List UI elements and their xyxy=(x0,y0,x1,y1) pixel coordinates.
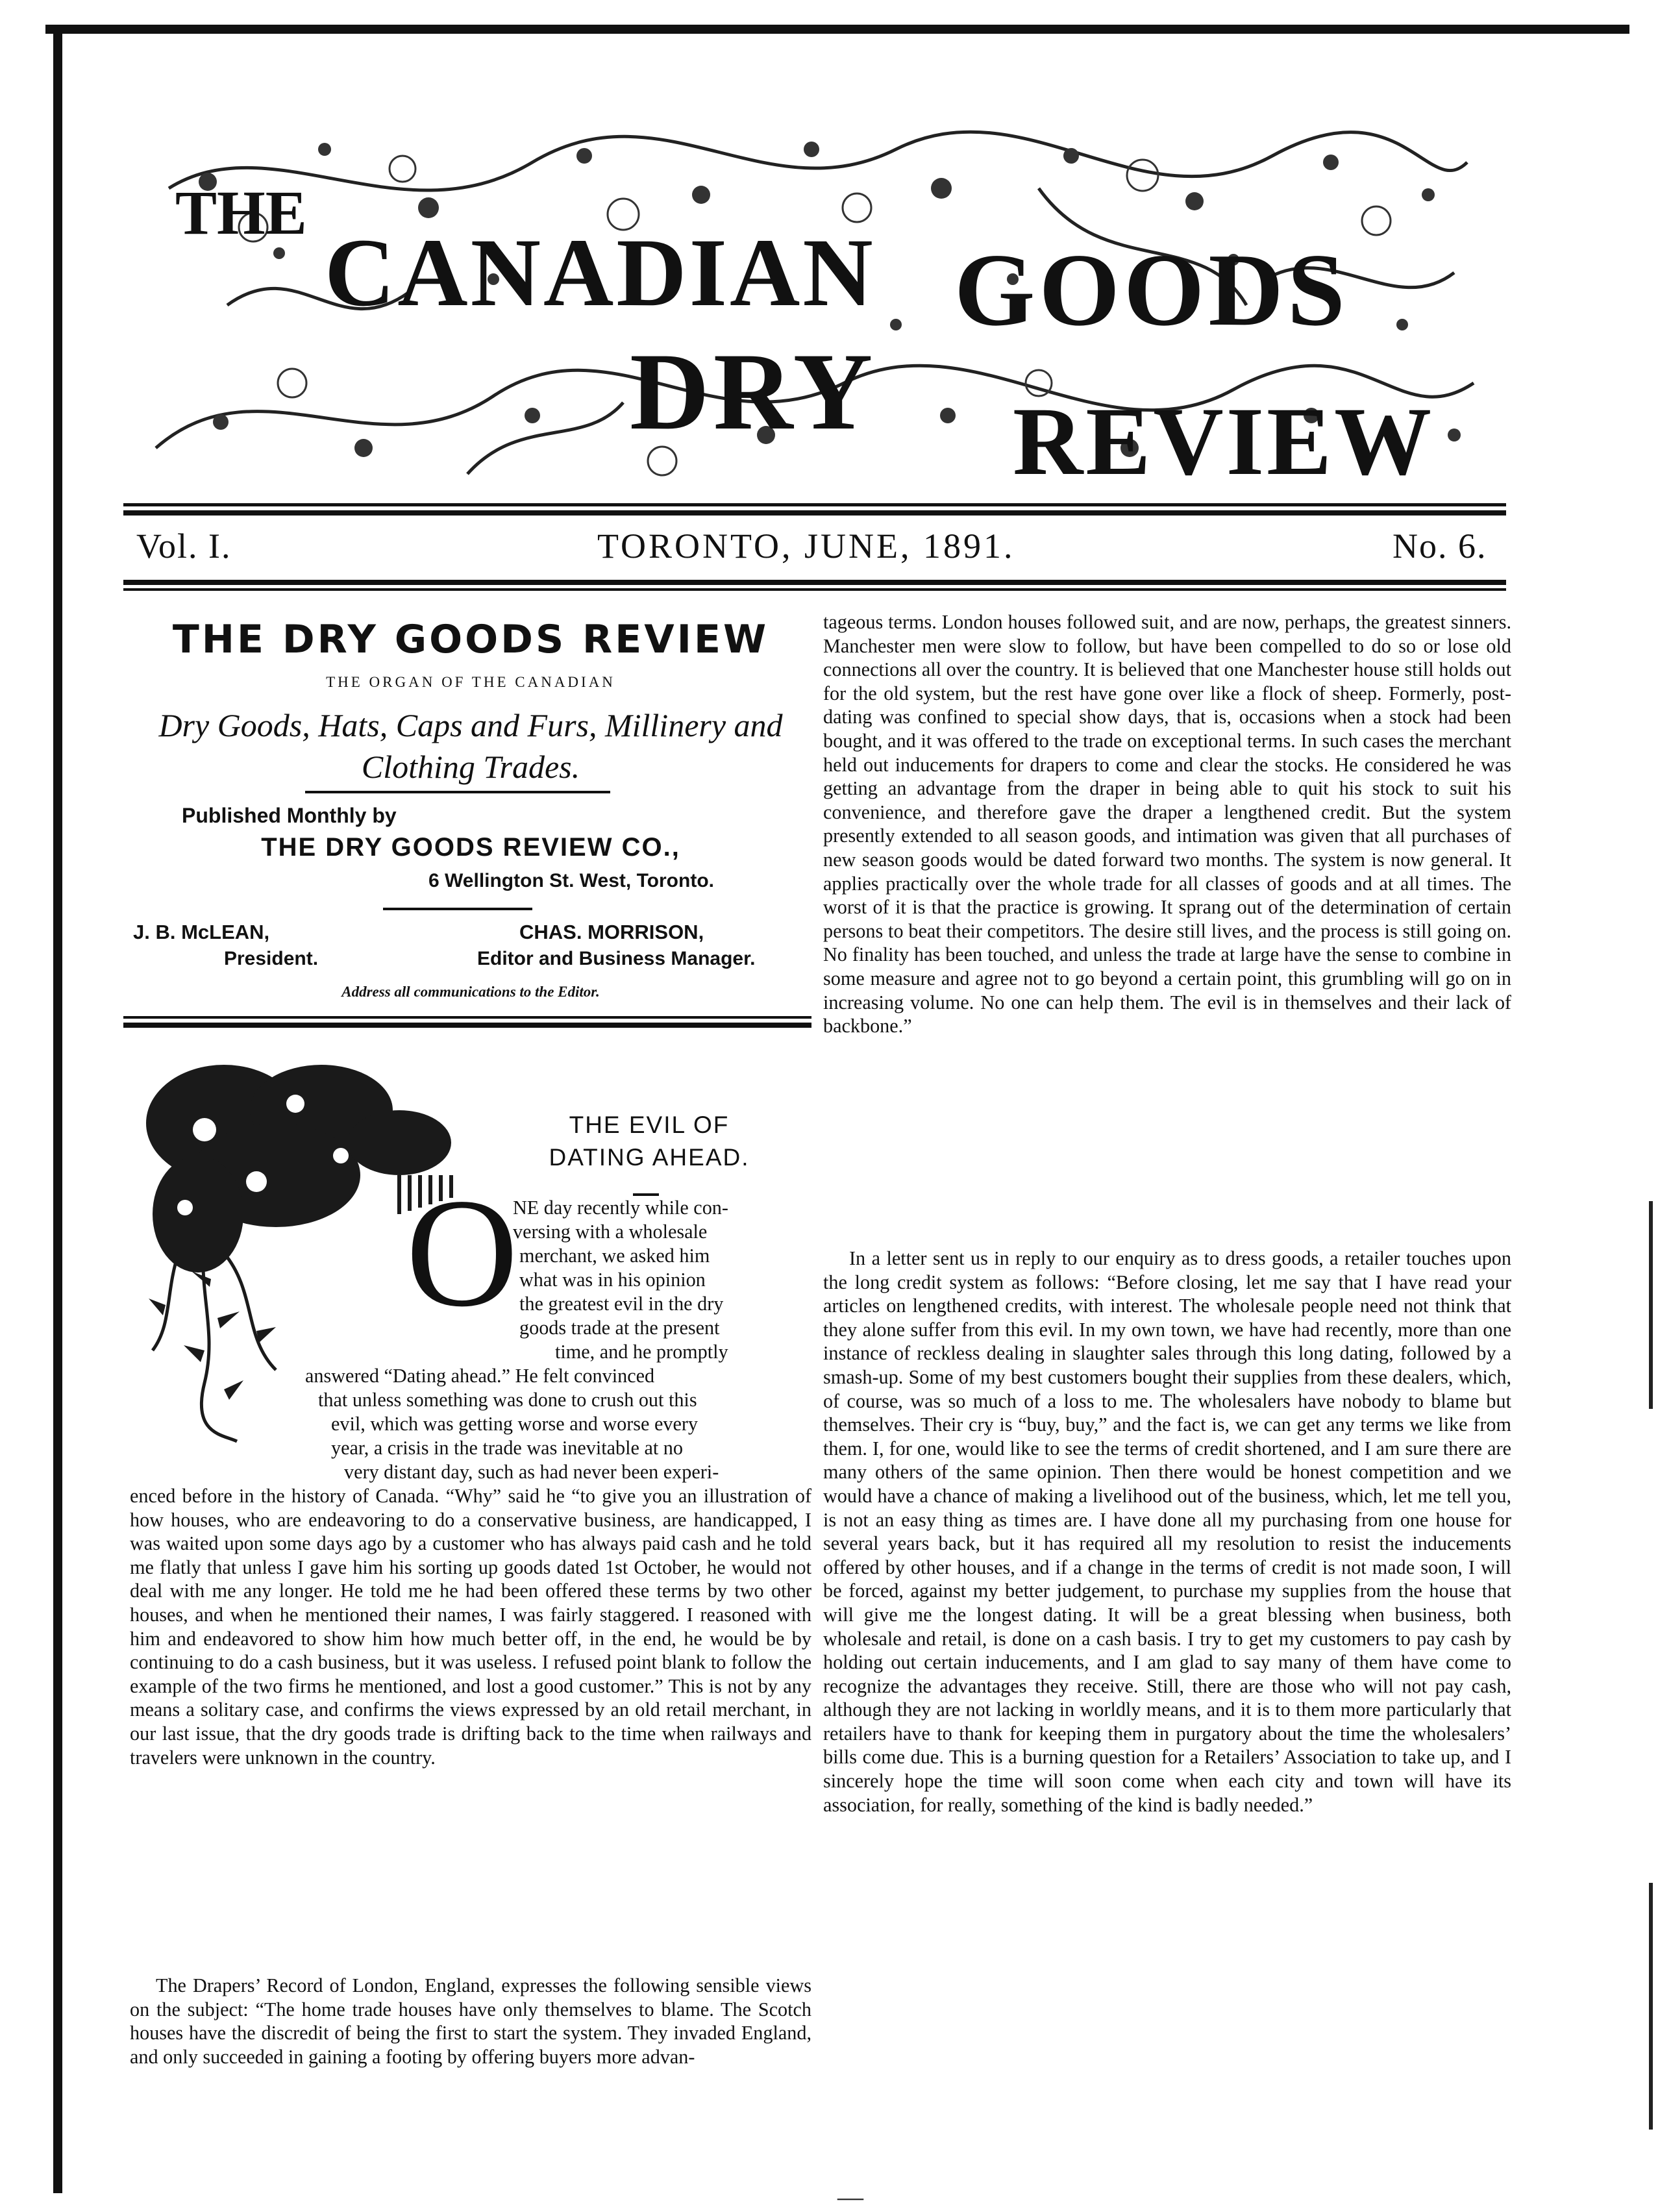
article-line: versing with a wholesale xyxy=(513,1221,708,1243)
volume-label: Vol. I. xyxy=(136,527,232,565)
issue-rule-thick xyxy=(123,580,1506,585)
masthead-rule-thick xyxy=(123,510,1506,516)
header-box-rule-thin xyxy=(123,1016,811,1019)
president-name: J. B. McLEAN, xyxy=(133,921,270,943)
article-line: evil, which was getting worse and worse every xyxy=(331,1413,699,1435)
header-box-rule-thick xyxy=(123,1023,811,1028)
article-heading-line-1: THE EVIL OF xyxy=(569,1112,730,1138)
article-line: answered “Dating ahead.” He felt convinced xyxy=(305,1365,655,1387)
masthead-rule-thin xyxy=(123,503,1506,506)
article-line: very distant day, such as had never been experi- xyxy=(344,1461,719,1483)
article-line: NE day recently while con- xyxy=(513,1197,728,1219)
article-line: merchant, we asked him xyxy=(519,1245,710,1267)
header-divider xyxy=(305,791,610,793)
article-line: what was in his opinion xyxy=(519,1269,706,1291)
masthead xyxy=(130,110,1493,500)
masthead-the: THE xyxy=(175,178,307,247)
publisher-address: 6 Wellington St. West, Toronto. xyxy=(428,870,714,891)
masthead-artwork xyxy=(130,110,1493,500)
editor-title: Editor and Business Manager. xyxy=(477,948,756,969)
paper-title: THE DRY GOODS REVIEW xyxy=(172,617,769,662)
publisher-name: THE DRY GOODS REVIEW CO., xyxy=(261,833,680,862)
trades-line: Dry Goods, Hats, Caps and Furs, Millinery and Clothing Trades. xyxy=(158,707,783,785)
published-by-label: Published Monthly by xyxy=(182,804,397,827)
address-note: Address all communications to the Editor. xyxy=(341,984,600,1000)
article-line: goods trade at the present xyxy=(519,1317,720,1339)
issue-rule-thin xyxy=(123,588,1506,591)
article-line: time, and he promptly xyxy=(555,1341,728,1363)
editor-name: CHAS. MORRISON, xyxy=(519,921,704,943)
masthead-dry: DRY xyxy=(630,330,877,453)
article-line: the greatest evil in the dry xyxy=(519,1293,724,1315)
article-paragraph-1: enced before in the history of Canada. “Why” said he “to give you an illustration of how houses, who are endeavoring to do a conservative business, are handicapped, I was waited upon some days ago by a customer who has always paid cash and he told me flatly that unless I gave him his sorting up goods dated 1st October, he would not deal with me any longer. He told me he had been offered these terms by two other houses, and when he mentioned their names, I was fairly staggered. I reasoned with him and endeavored to show him how much better off, in the end, he would be by continuing to do a cash business, but it was useless. I refused point blank to follow the example of the two firms he mentioned, and lost a good customer.” This is not by any means a solitary case, and confirms the views expressed by an old retail merchant, in our last issue, that the dry goods trade is drifting back to the time when railways and travelers were unknown in the country. xyxy=(130,1485,811,1769)
article-paragraph-2: The Drapers’ Record of London, England, expresses the following sensible views on the subject: “The home trade houses have only themselves to blame. The Scotch houses have the discredit of being the first to start the system. They invaded England, and only succeeded in gaining a footing by offering buyers more advan- xyxy=(130,1974,811,2068)
organ-line: THE ORGAN OF THE CANADIAN xyxy=(326,674,615,690)
article-heading xyxy=(506,1109,792,1174)
president-title: President. xyxy=(224,948,319,969)
page-border-left xyxy=(53,25,62,2193)
article-paragraph-4: In a letter sent us in reply to our enquiry as to dress goods, a retailer touches upon the long credit system as follows: “Before closing, let me say that I have read your articles on lengthened credits, with interest. The wholesale people need not think that they alone suffer from this evil. In my own town, we have had recently, more than one instance of reckless dealing in slaughter sales through this long dating, followed by a smash-up. Some of my best customers bought their supplies from these dealers, which, of course, was so much of a loss to me. The wholesalers have nobody to blame but themselves. Their cry is “buy, buy,” and the fact is, we can get any terms we like from them. I, for one, would like to see the terms of credit shortened, and I am sure there are many others of the same opinion. Then there would be honest competition and we would have a chance of making a livelihood out of the business, which, let me tell you, is not an easy thing as times are. I have done all my purchasing from one house for several years back, but it has required all my resolution to resist the inducements offered by other houses, and if a change in the terms of credit is not made soon, I will be forced, against my better judgement, to purchase my supplies from the house that will give me the longest dating. It will be a great blessing when business, both wholesale and retail, is done on a cash basis. I try to get my customers to pay cash by holding out certain inducements, and I am glad to say many of them have come to recognize the advantages they receive. Still, there are those who will not pay cash, although they are not lacking in worldly means, and it is to them more particularly that retailers have to thank for keeping them in purgatory about the time the wholesalers’ bills come due. This is a burning question for a Retailers’ Association to take up, and I sincerely hope the time will soon come when each city and town will have its association, for really, something of the kind is badly needed.” xyxy=(823,1247,1511,1816)
page-edge-mark xyxy=(1649,1883,1653,2130)
masthead-goods: GOODS xyxy=(954,232,1349,347)
issue-number-label: No. 6. xyxy=(1393,527,1487,565)
masthead-review: REVIEW xyxy=(1013,388,1435,495)
article-paragraph-3: tageous terms. London houses followed suit, and are now, perhaps, the greatest sinners. Manchester men were slow to follow, but have been compelled to do so or lose old connections all over the country. It is believed that one Manchester house still holds out for the old system, but the rest have gone over like a flock of sheep. Formerly, post-dating was confined to special show days, that is, occasions when a stock had been bought, and it was offered to the trade on exceptional terms. In such cases the merchant held out inducements for drapers to come and clear the stocks. He considered he was getting an advantage from the draper in being able to quit his stock to suit his convenience, and therefore gave the draper a lengthened credit. But the system presently extended to all season goods, and intimation was given that all purchases of new season goods would be dated forward two months. The system is now general. It applies practically over the whole trade for all classes of goods and at all times. The worst of it is that the practice is growing. It sprang out of the determination of certain persons to beat their competitors. The desire still lives, and the process is still going on. No finality has been touched, and unless the trade at large have the sense to combine in some measure and agree not to go beyond a certain point, this grumbling will go on in increasing volume. No one can help them. The evil is in themselves and their lack of backbone.” xyxy=(823,611,1511,1038)
drop-cap: O xyxy=(406,1166,519,1339)
place-date-label: TORONTO, JUNE, 1891. xyxy=(597,527,1015,565)
header-divider xyxy=(383,908,532,910)
article-heading-line-2: DATING AHEAD. xyxy=(549,1144,750,1171)
article-line: year, a crisis in the trade was inevitable at no xyxy=(331,1437,683,1459)
page-edge-mark xyxy=(1649,1201,1653,1409)
footer-mark: — xyxy=(837,2182,863,2211)
masthead-canadian: CANADIAN xyxy=(325,219,876,327)
page-border-top xyxy=(45,25,1629,34)
article-line: that unless something was done to crush out this xyxy=(318,1389,697,1411)
